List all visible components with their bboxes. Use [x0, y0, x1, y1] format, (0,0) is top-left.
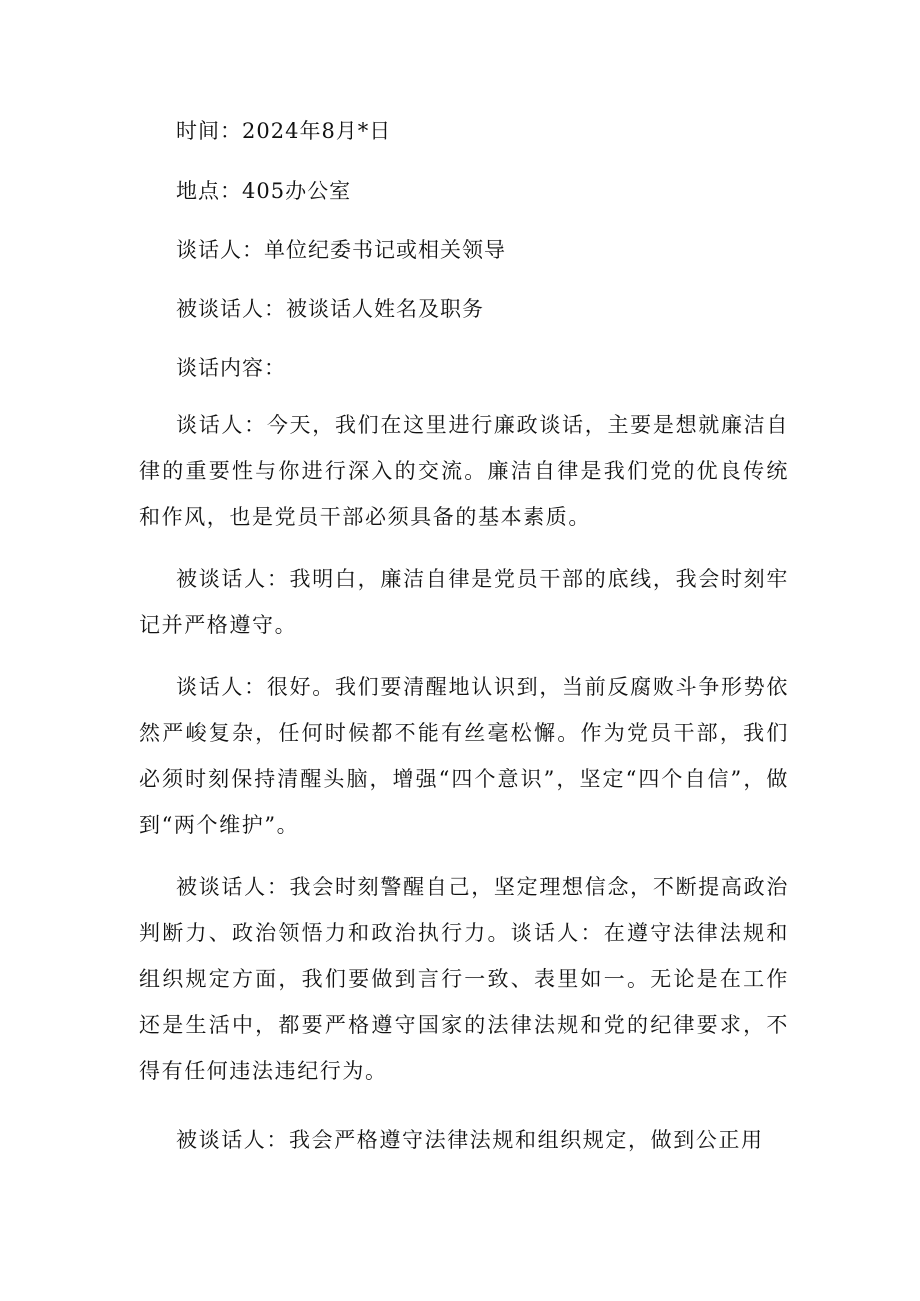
- paragraph-5: 被谈话人：我会严格遵守法律法规和组织规定，做到公正用: [176, 1128, 764, 1152]
- paragraph-2: 被谈话人：我明白，廉洁自律是党员干部的底线，我会时刻牢记并严格遵守。: [139, 567, 789, 637]
- meeting-time: 时间：2024年8月*日: [176, 119, 392, 143]
- content-label: 谈话内容：: [176, 356, 286, 380]
- meeting-location: 地点：405办公室: [176, 179, 352, 203]
- paragraph-4: 被谈话人：我会时刻警醒自己，坚定理想信念，不断提高政治判断力、政治领悟力和政治执行力。谈话人：在遵守法律法规和组织规定方面，我们要做到言行一致、表里如一。无论是在工作还是生活中，都要严格遵守国家的法律法规和党的纪律要求，不得有任何违法违纪行为。: [139, 875, 789, 1083]
- speaker-line: 谈话人：单位纪委书记或相关领导: [176, 238, 506, 262]
- interviewee-line: 被谈话人：被谈话人姓名及职务: [176, 297, 484, 321]
- paragraph-1: 谈话人：今天，我们在这里进行廉政谈话，主要是想就廉洁自律的重要性与你进行深入的交流。廉洁自律是我们党的优良传统和作风，也是党员干部必须具备的基本素质。: [139, 413, 789, 529]
- paragraph-3: 谈话人：很好。我们要清醒地认识到，当前反腐败斗争形势依然严峻复杂，任何时候都不能有丝毫松懈。作为党员干部，我们必须时刻保持清醒头脑，增强“四个意识”，坚定“四个自信”，做到“两个维护”。: [139, 675, 789, 837]
